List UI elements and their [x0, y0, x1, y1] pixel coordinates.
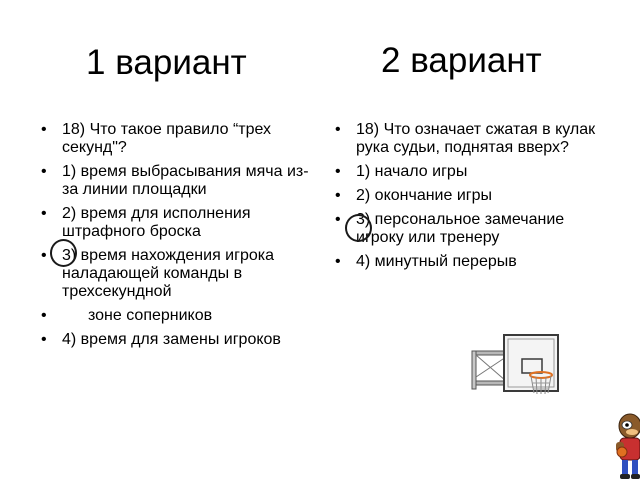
cartoon-character-icon — [610, 412, 640, 480]
variant-1-list — [40, 121, 315, 355]
variant-2-option-3: • 3) персональное замечание игроку или тренеру — [334, 211, 609, 247]
answer-circle-variant-1 — [50, 239, 77, 267]
variant-1-option-3: • 3) время нахождения игрока наладающей команды в трехсекундной — [40, 247, 315, 301]
variant-1-option-3-continued: • зоне соперников — [40, 307, 315, 325]
variant-2-question: • 18) Что означает сжатая в кулак рука судьи, поднятая вверх? — [334, 121, 609, 157]
variant-2-option-1: • 1) начало игры — [334, 163, 609, 181]
variant-1-question: • 18) Что такое правило “трех секунд"? — [40, 121, 315, 157]
variant-1-option-4: • 4) время для замены игроков — [40, 331, 315, 349]
variant-2-option-2: • 2) окончание игры — [334, 187, 609, 205]
variant-1-title: 1 вариант — [86, 43, 247, 82]
variant-2-option-4: • 4) минутный перерыв — [334, 253, 609, 271]
variant-1-option-1: • 1) время выбрасывания мяча из-за линии площадки — [40, 163, 315, 199]
variant-1-option-2: • 2) время для исполнения штрафного броска — [40, 205, 315, 241]
basketball-hoop-icon — [470, 333, 562, 397]
variant-2-title: 2 вариант — [381, 41, 542, 80]
variant-2-list — [334, 121, 609, 277]
answer-circle-variant-2 — [345, 214, 372, 242]
